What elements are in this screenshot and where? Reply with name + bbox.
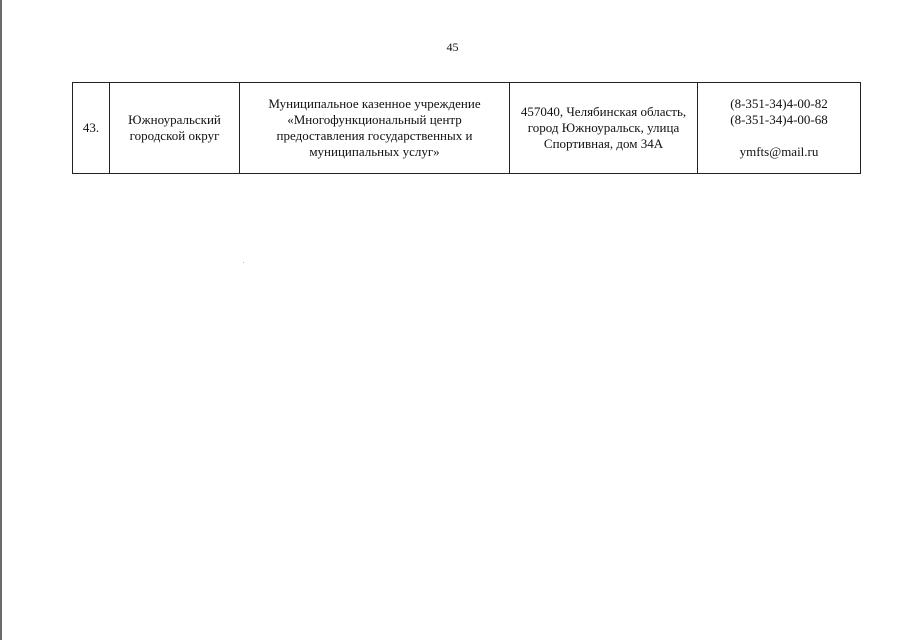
- address-cell: [510, 83, 698, 174]
- row-index-cell: [73, 83, 110, 174]
- page-left-edge: [0, 0, 2, 640]
- scan-speck: [243, 262, 244, 263]
- institution-name: Муниципальное казенное учреждение «Многофункциональный центр предоставления государственных и муниципальных услуг»: [268, 96, 481, 159]
- phone-number: (8-351-34)4-00-68: [730, 112, 828, 127]
- contacts-cell: [698, 83, 861, 174]
- registry-table: [72, 82, 861, 174]
- phone-number: (8-351-34)4-00-82: [730, 96, 828, 111]
- page-number: 45: [446, 40, 459, 54]
- institution-cell: [240, 83, 510, 174]
- table-row: [73, 83, 861, 174]
- municipality-name: Южноуральский городской округ: [128, 112, 221, 143]
- municipality-cell: [110, 83, 240, 174]
- row-index: 43.: [82, 120, 100, 135]
- institution-address: 457040, Челябинская область, город Южноуральск, улица Спортивная, дом 34А: [520, 104, 687, 151]
- email-address: ymfts@mail.ru: [739, 144, 819, 159]
